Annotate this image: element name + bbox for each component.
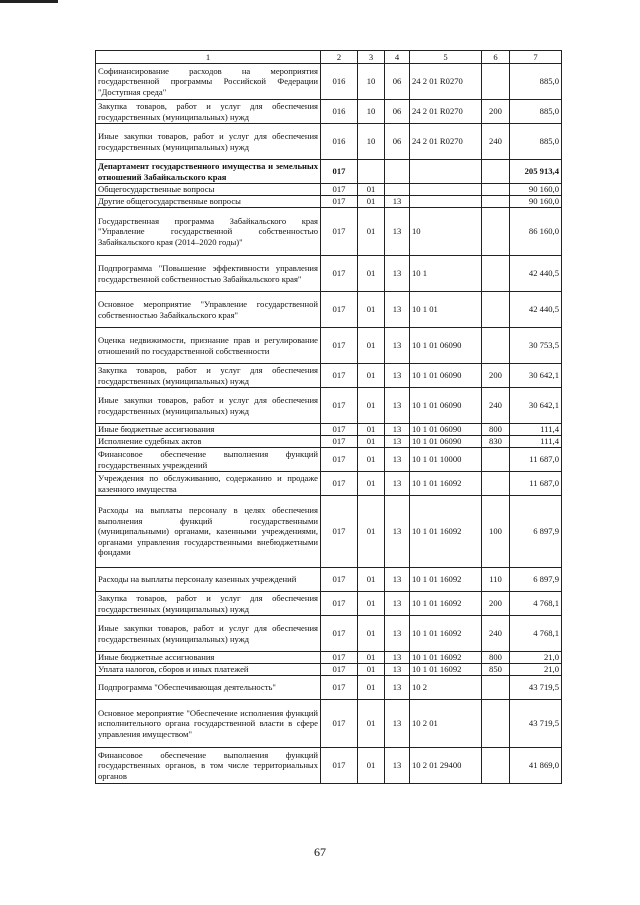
scan-edge-mark bbox=[0, 0, 58, 3]
row-rz: 01 bbox=[358, 592, 385, 616]
row-csr bbox=[410, 160, 482, 184]
row-grbs: 016 bbox=[321, 100, 358, 124]
row-name: Иные закупки товаров, работ и услуг для обеспечения государственных (муниципальных) нужд bbox=[96, 616, 321, 652]
row-vr: 240 bbox=[482, 124, 510, 160]
row-sum: 30 642,1 bbox=[510, 388, 562, 424]
row-rz: 01 bbox=[358, 208, 385, 256]
row-name: Основное мероприятие "Обеспечение исполнения функций исполнительного органа государственной власти в сфере управления имуществом" bbox=[96, 700, 321, 748]
table-row bbox=[96, 388, 562, 424]
row-vr: 100 bbox=[482, 496, 510, 568]
row-vr: 830 bbox=[482, 436, 510, 448]
row-pr: 13 bbox=[385, 664, 410, 676]
row-grbs: 017 bbox=[321, 700, 358, 748]
row-rz: 01 bbox=[358, 328, 385, 364]
table-row bbox=[96, 496, 562, 568]
row-sum: 885,0 bbox=[510, 100, 562, 124]
row-csr: 10 bbox=[410, 208, 482, 256]
row-vr bbox=[482, 700, 510, 748]
row-grbs: 017 bbox=[321, 664, 358, 676]
budget-table-body bbox=[96, 51, 562, 784]
table-row bbox=[96, 124, 562, 160]
row-name: Закупка товаров, работ и услуг для обеспечения государственных (муниципальных) нужд bbox=[96, 364, 321, 388]
row-rz: 01 bbox=[358, 676, 385, 700]
row-sum: 30 753,5 bbox=[510, 328, 562, 364]
row-csr: 10 1 01 16092 bbox=[410, 496, 482, 568]
row-csr bbox=[410, 196, 482, 208]
row-csr: 10 2 01 29400 bbox=[410, 748, 482, 784]
row-grbs: 017 bbox=[321, 448, 358, 472]
row-pr: 13 bbox=[385, 496, 410, 568]
row-pr: 13 bbox=[385, 748, 410, 784]
row-csr: 10 2 01 bbox=[410, 700, 482, 748]
row-grbs: 017 bbox=[321, 616, 358, 652]
row-pr bbox=[385, 160, 410, 184]
row-rz: 10 bbox=[358, 124, 385, 160]
row-vr bbox=[482, 448, 510, 472]
table-row bbox=[96, 748, 562, 784]
row-csr: 10 1 01 06090 bbox=[410, 364, 482, 388]
row-pr: 06 bbox=[385, 64, 410, 100]
row-pr: 13 bbox=[385, 436, 410, 448]
row-csr: 10 1 01 16092 bbox=[410, 652, 482, 664]
row-sum: 205 913,4 bbox=[510, 160, 562, 184]
row-pr: 13 bbox=[385, 208, 410, 256]
row-sum: 42 440,5 bbox=[510, 292, 562, 328]
row-grbs: 016 bbox=[321, 64, 358, 100]
row-name: Финансовое обеспечение выполнения функций государственных органов, в том числе территориальных органов bbox=[96, 748, 321, 784]
row-vr bbox=[482, 184, 510, 196]
row-rz: 10 bbox=[358, 100, 385, 124]
table-row bbox=[96, 196, 562, 208]
row-grbs: 017 bbox=[321, 208, 358, 256]
row-grbs: 017 bbox=[321, 256, 358, 292]
row-grbs: 017 bbox=[321, 568, 358, 592]
row-name: Иные закупки товаров, работ и услуг для обеспечения государственных (муниципальных) нужд bbox=[96, 388, 321, 424]
row-csr: 24 2 01 R0270 bbox=[410, 124, 482, 160]
row-name: Закупка товаров, работ и услуг для обеспечения государственных (муниципальных) нужд bbox=[96, 100, 321, 124]
row-name: Общегосударственные вопросы bbox=[96, 184, 321, 196]
row-name: Иные бюджетные ассигнования bbox=[96, 652, 321, 664]
budget-table bbox=[95, 50, 562, 784]
row-csr: 10 1 01 06090 bbox=[410, 328, 482, 364]
row-csr: 10 1 01 10000 bbox=[410, 448, 482, 472]
row-grbs: 017 bbox=[321, 436, 358, 448]
row-rz: 01 bbox=[358, 292, 385, 328]
row-name: Другие общегосударственные вопросы bbox=[96, 196, 321, 208]
row-name: Государственная программа Забайкальского края "Управление государственной собственностью Забайкальского края (2014–2020 годы)" bbox=[96, 208, 321, 256]
row-vr: 850 bbox=[482, 664, 510, 676]
row-rz: 01 bbox=[358, 184, 385, 196]
row-pr: 13 bbox=[385, 676, 410, 700]
row-vr bbox=[482, 472, 510, 496]
row-vr bbox=[482, 64, 510, 100]
table-row bbox=[96, 700, 562, 748]
row-pr: 13 bbox=[385, 448, 410, 472]
row-vr: 240 bbox=[482, 616, 510, 652]
row-pr: 13 bbox=[385, 700, 410, 748]
row-rz: 01 bbox=[358, 388, 385, 424]
table-row bbox=[96, 652, 562, 664]
row-pr: 13 bbox=[385, 424, 410, 436]
row-rz: 01 bbox=[358, 424, 385, 436]
row-name: Уплата налогов, сборов и иных платежей bbox=[96, 664, 321, 676]
col-header-6: 6 bbox=[482, 51, 510, 64]
row-vr bbox=[482, 748, 510, 784]
table-row bbox=[96, 664, 562, 676]
row-sum: 86 160,0 bbox=[510, 208, 562, 256]
page-number: 67 bbox=[314, 845, 326, 859]
table-row bbox=[96, 592, 562, 616]
row-sum: 6 897,9 bbox=[510, 496, 562, 568]
row-vr: 200 bbox=[482, 592, 510, 616]
row-sum: 6 897,9 bbox=[510, 568, 562, 592]
row-rz: 10 bbox=[358, 64, 385, 100]
row-csr bbox=[410, 184, 482, 196]
row-sum: 90 160,0 bbox=[510, 196, 562, 208]
row-pr: 13 bbox=[385, 328, 410, 364]
col-header-7: 7 bbox=[510, 51, 562, 64]
row-sum: 11 687,0 bbox=[510, 472, 562, 496]
row-rz: 01 bbox=[358, 700, 385, 748]
row-rz: 01 bbox=[358, 748, 385, 784]
row-rz: 01 bbox=[358, 196, 385, 208]
row-csr: 10 2 bbox=[410, 676, 482, 700]
row-grbs: 017 bbox=[321, 388, 358, 424]
row-csr: 10 1 01 16092 bbox=[410, 568, 482, 592]
table-row bbox=[96, 256, 562, 292]
row-csr: 10 1 01 06090 bbox=[410, 388, 482, 424]
row-rz: 01 bbox=[358, 256, 385, 292]
col-header-2: 2 bbox=[321, 51, 358, 64]
table-row bbox=[96, 448, 562, 472]
row-sum: 21,0 bbox=[510, 664, 562, 676]
row-pr: 13 bbox=[385, 472, 410, 496]
row-name: Оценка недвижимости, признание прав и регулирование отношений по государственной собственности bbox=[96, 328, 321, 364]
table-row bbox=[96, 364, 562, 388]
table-row bbox=[96, 472, 562, 496]
row-csr: 10 1 01 bbox=[410, 292, 482, 328]
table-row bbox=[96, 292, 562, 328]
row-sum: 885,0 bbox=[510, 124, 562, 160]
row-csr: 10 1 01 16092 bbox=[410, 472, 482, 496]
row-vr bbox=[482, 256, 510, 292]
row-grbs: 017 bbox=[321, 184, 358, 196]
header-row bbox=[96, 51, 562, 64]
row-csr: 10 1 01 16092 bbox=[410, 664, 482, 676]
row-name: Софинансирование расходов на мероприятия государственной программы Российской Федерации "Доступная среда" bbox=[96, 64, 321, 100]
row-rz: 01 bbox=[358, 436, 385, 448]
row-sum: 885,0 bbox=[510, 64, 562, 100]
row-pr: 13 bbox=[385, 256, 410, 292]
row-vr bbox=[482, 160, 510, 184]
row-vr bbox=[482, 676, 510, 700]
row-name: Иные закупки товаров, работ и услуг для обеспечения государственных (муниципальных) нужд bbox=[96, 124, 321, 160]
table-row bbox=[96, 328, 562, 364]
row-sum: 11 687,0 bbox=[510, 448, 562, 472]
row-pr: 13 bbox=[385, 196, 410, 208]
row-csr: 24 2 01 R0270 bbox=[410, 100, 482, 124]
row-pr bbox=[385, 184, 410, 196]
row-grbs: 016 bbox=[321, 124, 358, 160]
row-pr: 13 bbox=[385, 616, 410, 652]
row-vr bbox=[482, 292, 510, 328]
row-vr bbox=[482, 196, 510, 208]
row-pr: 06 bbox=[385, 124, 410, 160]
row-sum: 42 440,5 bbox=[510, 256, 562, 292]
row-csr: 10 1 01 06090 bbox=[410, 436, 482, 448]
row-grbs: 017 bbox=[321, 652, 358, 664]
row-pr: 13 bbox=[385, 388, 410, 424]
row-grbs: 017 bbox=[321, 748, 358, 784]
row-name: Основное мероприятие "Управление государственной собственностью Забайкальского края" bbox=[96, 292, 321, 328]
row-pr: 13 bbox=[385, 568, 410, 592]
table-row bbox=[96, 184, 562, 196]
row-name: Исполнение судебных актов bbox=[96, 436, 321, 448]
row-name: Расходы на выплаты персоналу в целях обеспечения выполнения функций государственными (муниципальными) органами, казенными учреждениями, органами управления государственными внебюджетными фондами bbox=[96, 496, 321, 568]
col-header-3: 3 bbox=[358, 51, 385, 64]
row-rz: 01 bbox=[358, 616, 385, 652]
col-header-1: 1 bbox=[96, 51, 321, 64]
row-name: Учреждения по обслуживанию, содержанию и продаже казенного имущества bbox=[96, 472, 321, 496]
row-rz: 01 bbox=[358, 496, 385, 568]
row-vr: 110 bbox=[482, 568, 510, 592]
row-sum: 90 160,0 bbox=[510, 184, 562, 196]
row-vr: 200 bbox=[482, 100, 510, 124]
table-row bbox=[96, 568, 562, 592]
row-name: Департамент государственного имущества и земельных отношений Забайкальского края bbox=[96, 160, 321, 184]
table-row bbox=[96, 100, 562, 124]
row-name: Иные бюджетные ассигнования bbox=[96, 424, 321, 436]
row-rz: 01 bbox=[358, 472, 385, 496]
table-row bbox=[96, 160, 562, 184]
row-sum: 41 869,0 bbox=[510, 748, 562, 784]
row-rz: 01 bbox=[358, 568, 385, 592]
row-csr: 24 2 01 R0270 bbox=[410, 64, 482, 100]
row-vr bbox=[482, 328, 510, 364]
row-sum: 30 642,1 bbox=[510, 364, 562, 388]
row-sum: 111,4 bbox=[510, 424, 562, 436]
row-sum: 43 719,5 bbox=[510, 676, 562, 700]
row-grbs: 017 bbox=[321, 328, 358, 364]
row-name: Финансовое обеспечение выполнения функций государственных учреждений bbox=[96, 448, 321, 472]
row-csr: 10 1 01 06090 bbox=[410, 424, 482, 436]
row-sum: 21,0 bbox=[510, 652, 562, 664]
row-grbs: 017 bbox=[321, 424, 358, 436]
row-pr: 06 bbox=[385, 100, 410, 124]
row-grbs: 017 bbox=[321, 364, 358, 388]
row-grbs: 017 bbox=[321, 496, 358, 568]
row-name: Подпрограмма "Повышение эффективности управления государственной собственностью Забайкальского края" bbox=[96, 256, 321, 292]
row-csr: 10 1 bbox=[410, 256, 482, 292]
row-pr: 13 bbox=[385, 652, 410, 664]
table-row bbox=[96, 436, 562, 448]
row-pr: 13 bbox=[385, 592, 410, 616]
table-row bbox=[96, 424, 562, 436]
row-grbs: 017 bbox=[321, 160, 358, 184]
row-rz: 01 bbox=[358, 652, 385, 664]
row-csr: 10 1 01 16092 bbox=[410, 616, 482, 652]
row-grbs: 017 bbox=[321, 472, 358, 496]
table-row bbox=[96, 64, 562, 100]
table-row bbox=[96, 616, 562, 652]
row-sum: 4 768,1 bbox=[510, 592, 562, 616]
row-rz: 01 bbox=[358, 448, 385, 472]
row-csr: 10 1 01 16092 bbox=[410, 592, 482, 616]
col-header-5: 5 bbox=[410, 51, 482, 64]
row-grbs: 017 bbox=[321, 196, 358, 208]
row-vr bbox=[482, 208, 510, 256]
row-pr: 13 bbox=[385, 292, 410, 328]
row-vr: 240 bbox=[482, 388, 510, 424]
row-rz bbox=[358, 160, 385, 184]
table-row bbox=[96, 208, 562, 256]
table-row bbox=[96, 676, 562, 700]
row-vr: 200 bbox=[482, 364, 510, 388]
row-grbs: 017 bbox=[321, 592, 358, 616]
row-sum: 111,4 bbox=[510, 436, 562, 448]
row-pr: 13 bbox=[385, 364, 410, 388]
row-name: Подпрограмма "Обеспечивающая деятельность" bbox=[96, 676, 321, 700]
row-rz: 01 bbox=[358, 364, 385, 388]
col-header-4: 4 bbox=[385, 51, 410, 64]
row-name: Расходы на выплаты персоналу казенных учреждений bbox=[96, 568, 321, 592]
row-grbs: 017 bbox=[321, 292, 358, 328]
row-sum: 43 719,5 bbox=[510, 700, 562, 748]
row-name: Закупка товаров, работ и услуг для обеспечения государственных (муниципальных) нужд bbox=[96, 592, 321, 616]
row-grbs: 017 bbox=[321, 676, 358, 700]
row-vr: 800 bbox=[482, 652, 510, 664]
row-rz: 01 bbox=[358, 664, 385, 676]
row-vr: 800 bbox=[482, 424, 510, 436]
row-sum: 4 768,1 bbox=[510, 616, 562, 652]
